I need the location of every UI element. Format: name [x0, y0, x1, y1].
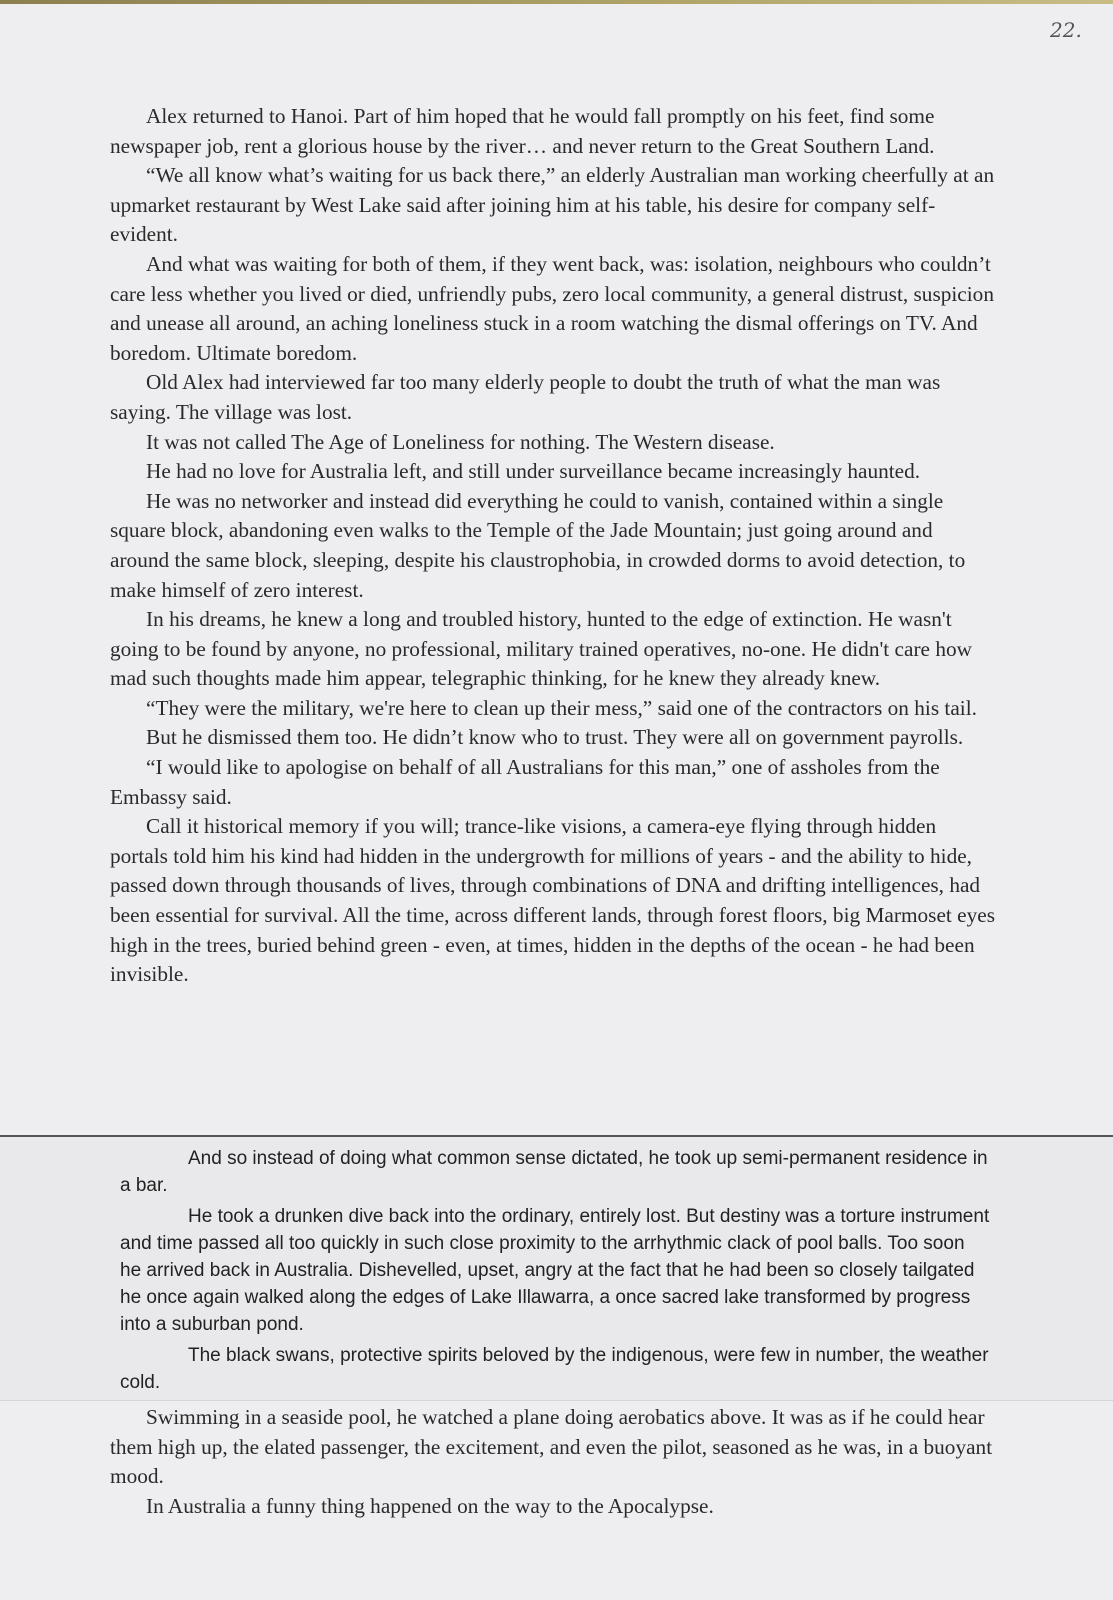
paragraph: “We all know what’s waiting for us back there,” an elderly Australian man working cheerfully at an upmarket restaurant by West Lake said after joining him at his table, his desire for company self-evident.: [110, 163, 995, 247]
paragraph: The black swans, protective spirits beloved by the indigenous, were few in number, the weather cold.: [120, 1345, 989, 1393]
paste-edge-line: [0, 1135, 1113, 1137]
pasted-text-block: [120, 1145, 990, 1400]
closing-text-block: [110, 1403, 995, 1521]
main-text-block: [110, 102, 995, 990]
paragraph: He was no networker and instead did everything he could to vanish, contained within a single square block, abandoning even walks to the Temple of the Jade Mountain; just going around and around the same block, sleeping, despite his claustrophobia, in crowded dorms to avoid detection, to make himself of zero interest.: [110, 488, 966, 602]
page-top-edge: [0, 0, 1113, 4]
paragraph: He had no love for Australia left, and still under surveillance became increasingly haunted.: [146, 459, 921, 484]
paragraph: “They were the military, we're here to clean up their mess,” said one of the contractors on his tail.: [146, 695, 977, 720]
paragraph: In his dreams, he knew a long and troubled history, hunted to the edge of extinction. He wasn't going to be found by anyone, no professional, military trained operatives, no-one. He didn't care how mad such thoughts made him appear, telegraphic thinking, for he knew they already knew.: [110, 607, 972, 691]
paste-edge-line: [0, 1400, 1113, 1401]
paragraph: And what was waiting for both of them, if they went back, was: isolation, neighbours who couldn’t care less whether you lived or died, unfriendly pubs, zero local community, a general distrust, suspicion and unease all around, an aching loneliness stuck in a room watching the dismal offerings on TV. And boredom. Ultimate boredom.: [110, 251, 994, 365]
paragraph: Old Alex had interviewed far too many elderly people to doubt the truth of what the man was saying. The village was lost.: [110, 370, 941, 424]
paragraph: And so instead of doing what common sense dictated, he took up semi-permanent residence in a bar.: [120, 1148, 988, 1196]
paragraph: Alex returned to Hanoi. Part of him hoped that he would fall promptly on his feet, find some newspaper job, rent a glorious house by the river… and never return to the Great Southern Land.: [110, 104, 935, 158]
paragraph: Call it historical memory if you will; trance-like visions, a camera-eye flying through hidden portals told him his kind had hidden in the undergrowth for millions of years - and the ability to hide, passed down through thousands of lives, through combinations of DNA and drifting intelligences, had been essential for survival. All the time, across different lands, through forest floors, big Marmoset eyes high in the trees, buried behind green - even, at times, hidden in the depths of the ocean - he had been invisible.: [110, 814, 995, 987]
paragraph: In Australia a funny thing happened on the way to the Apocalypse.: [146, 1493, 714, 1518]
page-number: 22.: [1050, 18, 1082, 42]
paragraph: “I would like to apologise on behalf of all Australians for this man,” one of assholes from the Embassy said.: [110, 755, 940, 809]
paragraph: But he dismissed them too. He didn’t know who to trust. They were all on government payrolls.: [146, 725, 964, 750]
paragraph: It was not called The Age of Loneliness for nothing. The Western disease.: [146, 429, 775, 454]
paragraph: He took a drunken dive back into the ordinary, entirely lost. But destiny was a torture instrument and time passed all too quickly in such close proximity to the arrhythmic clack of pool balls. Too soon he arrived back in Australia. Dishevelled, upset, angry at the fact that he had been so closely tailgated he once again walked along the edges of Lake Illawarra, a once sacred lake transformed by progress into a suburban pond.: [120, 1206, 990, 1335]
paragraph: Swimming in a seaside pool, he watched a plane doing aerobatics above. It was as if he could hear them high up, the elated passenger, the excitement, and even the pilot, seasoned as he was, in a buoyant mood.: [110, 1405, 993, 1489]
